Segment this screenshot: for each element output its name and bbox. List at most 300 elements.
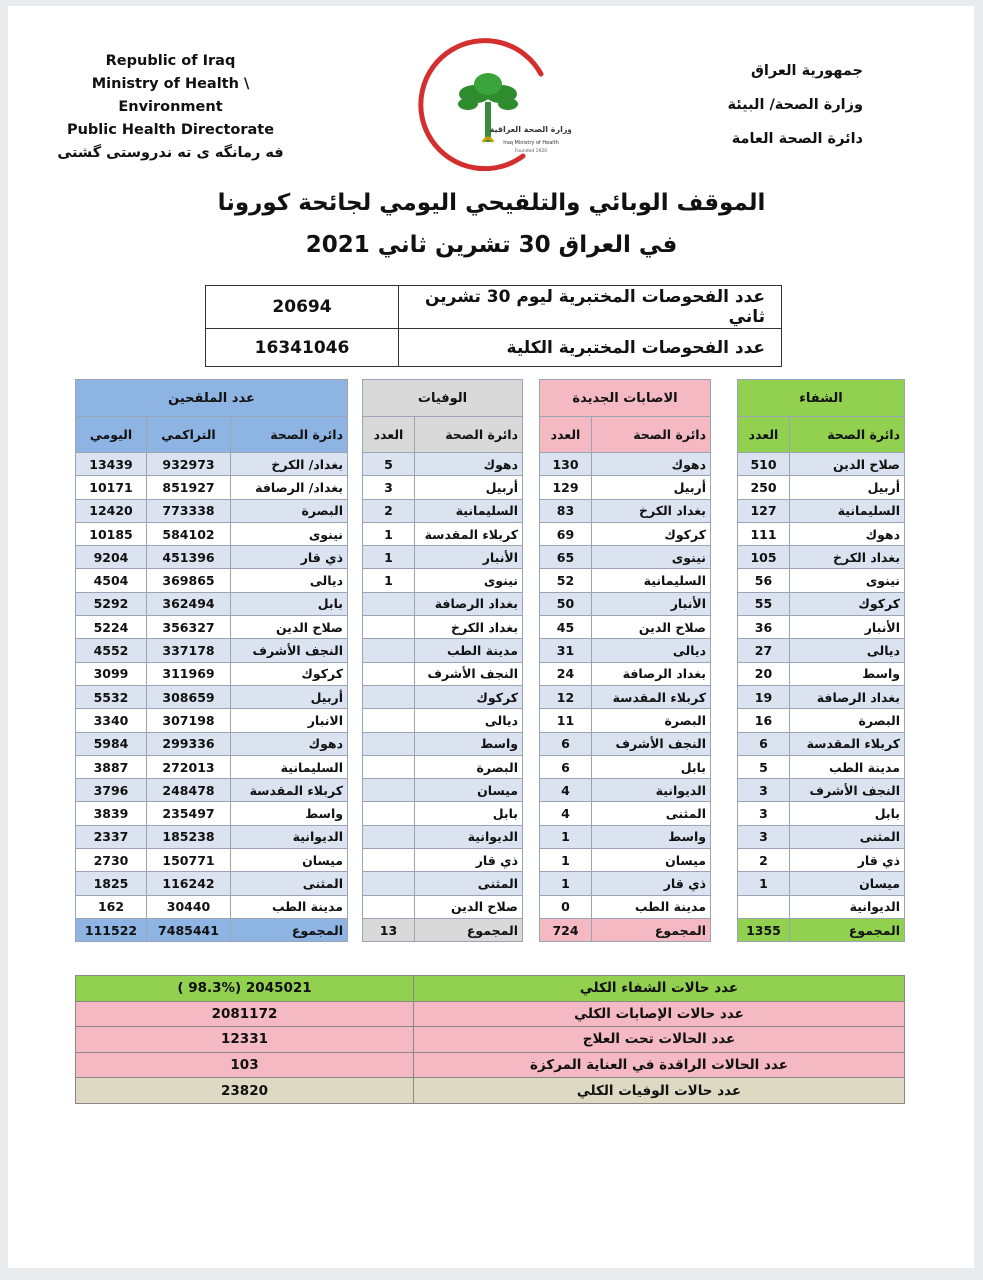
count-cell	[363, 732, 415, 755]
logo-name-arabic: وزارة الصحة العراقية	[489, 125, 571, 134]
cumulative-cell: 932973	[147, 453, 231, 476]
count-cell: 1	[363, 522, 415, 545]
table-row	[540, 662, 711, 685]
table-row	[76, 499, 348, 522]
department-cell: كركوك	[790, 592, 905, 615]
cumulative-cell: 584102	[147, 522, 231, 545]
count-cell: 129	[540, 476, 592, 499]
daily-cell: 1825	[76, 872, 147, 895]
department-cell: واسط	[415, 732, 523, 755]
table-row	[76, 616, 348, 639]
cumulative-cell: 369865	[147, 569, 231, 592]
cumulative-cell: 307198	[147, 709, 231, 732]
count-cell: 250	[738, 476, 790, 499]
cumulative-cell: 362494	[147, 592, 231, 615]
count-cell	[363, 779, 415, 802]
department-cell: صلاح الدين	[231, 616, 348, 639]
table-row	[738, 522, 905, 545]
count-cell: 5	[738, 755, 790, 778]
recovery-total: 1355	[738, 918, 790, 941]
department-cell: أربيل	[415, 476, 523, 499]
department-cell: بغداد الرصافة	[592, 662, 711, 685]
summary-row	[76, 1078, 905, 1104]
count-cell: 20	[738, 662, 790, 685]
daily-tests-label: عدد الفحوصات المختبرية ليوم 30 تشرين ثاني	[399, 286, 782, 329]
department-cell: السليمانية	[790, 499, 905, 522]
department-cell: النجف الأشرف	[790, 779, 905, 802]
department-cell: دهوك	[790, 522, 905, 545]
recovery-total-label: المجموع	[790, 918, 905, 941]
vaccinated-total-daily: 111522	[76, 918, 147, 941]
count-cell: 65	[540, 546, 592, 569]
department-cell: المثنى	[592, 802, 711, 825]
cumulative-cell: 311969	[147, 662, 231, 685]
table-row	[738, 616, 905, 639]
ministry-header-english	[38, 50, 303, 165]
summary-label: عدد الحالات الراقدة في العناية المركزة	[414, 1052, 905, 1078]
table-row	[363, 569, 523, 592]
department-cell: نينوى	[415, 569, 523, 592]
table-row	[363, 499, 523, 522]
table-row	[540, 639, 711, 662]
report-date: في العراق 30 تشرين ثاني 2021	[305, 232, 678, 258]
department-cell: الأنبار	[592, 592, 711, 615]
table-row	[76, 592, 348, 615]
daily-cell: 2730	[76, 849, 147, 872]
daily-cell: 4552	[76, 639, 147, 662]
table-row	[540, 569, 711, 592]
table-row	[363, 476, 523, 499]
table-row	[363, 802, 523, 825]
count-cell: 127	[738, 499, 790, 522]
table-row	[540, 453, 711, 476]
total-tests-label: عدد الفحوصات المختبرية الكلية	[399, 329, 782, 367]
count-cell: 130	[540, 453, 592, 476]
department-cell: البصرة	[592, 709, 711, 732]
table-row	[540, 546, 711, 569]
department-cell: بغداد الرصافة	[415, 592, 523, 615]
daily-cell: 5224	[76, 616, 147, 639]
count-cell: 1	[540, 872, 592, 895]
daily-tests-value: 20694	[206, 286, 399, 329]
table-row	[738, 802, 905, 825]
table-row	[363, 546, 523, 569]
table-row	[363, 732, 523, 755]
department-cell: السليمانية	[231, 755, 348, 778]
header-right-line: جمهورية العراق	[750, 63, 863, 79]
table-row	[738, 779, 905, 802]
summary-value: 23820	[76, 1078, 414, 1104]
header-right-line: وزارة الصحة/ البيئة	[727, 97, 863, 113]
department-cell: ذي قار	[415, 849, 523, 872]
table-row	[363, 872, 523, 895]
summary-row	[76, 976, 905, 1002]
table-row	[738, 872, 905, 895]
vaccinated-table	[75, 379, 348, 942]
cumulative-cell: 299336	[147, 732, 231, 755]
department-cell: بابل	[790, 802, 905, 825]
department-cell: النجف الأشرف	[231, 639, 348, 662]
count-cell	[363, 662, 415, 685]
header-left-line: Ministry of Health \ Environment	[91, 76, 250, 115]
department-cell: كركوك	[592, 522, 711, 545]
count-cell: 3	[363, 476, 415, 499]
cumulative-cell: 185238	[147, 825, 231, 848]
department-cell: ميسان	[790, 872, 905, 895]
department-cell: الديوانية	[231, 825, 348, 848]
department-cell: نينوى	[790, 569, 905, 592]
table-row	[540, 849, 711, 872]
table-row	[363, 825, 523, 848]
count-cell: 1	[363, 569, 415, 592]
table-row	[363, 522, 523, 545]
table-row	[363, 453, 523, 476]
table-row	[738, 755, 905, 778]
summary-label: عدد الحالات تحت العلاج	[414, 1027, 905, 1053]
cumulative-cell: 356327	[147, 616, 231, 639]
summary-row	[76, 1052, 905, 1078]
department-cell: الديوانية	[790, 895, 905, 918]
department-cell: مدينة الطب	[790, 755, 905, 778]
daily-cell: 3796	[76, 779, 147, 802]
count-cell	[363, 592, 415, 615]
count-cell: 50	[540, 592, 592, 615]
table-row	[76, 872, 348, 895]
daily-cell: 9204	[76, 546, 147, 569]
table-row	[76, 802, 348, 825]
table-row	[540, 592, 711, 615]
department-cell: ديالى	[231, 569, 348, 592]
count-cell: 12	[540, 685, 592, 708]
department-cell: ديالى	[592, 639, 711, 662]
table-row	[738, 895, 905, 918]
count-cell	[363, 825, 415, 848]
table-row	[363, 895, 523, 918]
table-row	[738, 569, 905, 592]
count-cell	[363, 755, 415, 778]
department-cell: النجف الأشرف	[592, 732, 711, 755]
count-cell: 111	[738, 522, 790, 545]
vaccinated-total-label: المجموع	[231, 918, 348, 941]
summary-label: عدد حالات الوفيات الكلي	[414, 1078, 905, 1104]
count-cell: 1	[738, 872, 790, 895]
count-cell	[363, 895, 415, 918]
department-cell: بغداد الكرخ	[790, 546, 905, 569]
table-row	[540, 476, 711, 499]
table-row	[363, 639, 523, 662]
department-cell: واسط	[592, 825, 711, 848]
department-cell: دهوك	[592, 453, 711, 476]
table-row	[363, 592, 523, 615]
department-cell: الانبار	[231, 709, 348, 732]
count-cell	[363, 616, 415, 639]
table-row	[76, 476, 348, 499]
department-cell: ديالى	[415, 709, 523, 732]
department-cell: مدينة الطب	[592, 895, 711, 918]
summary-value: ( 98.3%) 2045021	[76, 976, 414, 1002]
table-row	[76, 569, 348, 592]
department-cell: ذي قار	[231, 546, 348, 569]
count-cell: 2	[738, 849, 790, 872]
count-cell: 83	[540, 499, 592, 522]
table-row	[738, 453, 905, 476]
table-row	[738, 476, 905, 499]
department-cell: بابل	[592, 755, 711, 778]
table-row	[738, 499, 905, 522]
table-row	[76, 849, 348, 872]
count-cell	[363, 802, 415, 825]
cases-total-label: المجموع	[592, 918, 711, 941]
department-cell: المثنى	[790, 825, 905, 848]
table-row	[540, 732, 711, 755]
col-department: دائرة الصحة	[592, 417, 711, 453]
header-left-line: Public Health Directorate	[66, 122, 275, 138]
count-cell	[363, 639, 415, 662]
col-department: دائرة الصحة	[790, 417, 905, 453]
department-cell: دهوك	[231, 732, 348, 755]
header-left-line: فه رمانگه ى ته ندروستى گشتى	[57, 145, 284, 161]
header-left-line: Republic of Iraq	[105, 53, 236, 69]
table-row	[738, 685, 905, 708]
department-cell: كربلاء المقدسة	[790, 732, 905, 755]
department-cell: صلاح الدين	[415, 895, 523, 918]
count-cell: 45	[540, 616, 592, 639]
count-cell	[363, 849, 415, 872]
daily-cell: 3099	[76, 662, 147, 685]
count-cell: 4	[540, 779, 592, 802]
recovery-table	[737, 379, 905, 942]
table-row	[540, 616, 711, 639]
table-row	[76, 522, 348, 545]
department-cell: السليمانية	[592, 569, 711, 592]
department-cell: بغداد الكرخ	[415, 616, 523, 639]
deaths-total-label: المجموع	[415, 918, 523, 941]
table-row	[540, 755, 711, 778]
table-row	[738, 709, 905, 732]
count-cell: 31	[540, 639, 592, 662]
logo-name-english: Iraq Ministry of Health	[503, 140, 559, 146]
table-row	[363, 685, 523, 708]
cumulative-cell: 248478	[147, 779, 231, 802]
department-cell: صلاح الدين	[592, 616, 711, 639]
table-row	[738, 662, 905, 685]
department-cell: الديوانية	[592, 779, 711, 802]
count-cell: 0	[540, 895, 592, 918]
table-row	[76, 825, 348, 848]
count-cell: 16	[738, 709, 790, 732]
department-cell: نينوى	[592, 546, 711, 569]
lab-tests-table	[205, 285, 782, 367]
department-cell: ميسان	[592, 849, 711, 872]
table-row	[363, 849, 523, 872]
summary-table	[75, 975, 905, 1104]
daily-cell: 3887	[76, 755, 147, 778]
daily-cell: 3839	[76, 802, 147, 825]
department-cell: ذي قار	[592, 872, 711, 895]
col-count: العدد	[540, 417, 592, 453]
department-cell: أربيل	[592, 476, 711, 499]
department-cell: الأنبار	[415, 546, 523, 569]
count-cell: 27	[738, 639, 790, 662]
table-row	[738, 546, 905, 569]
daily-cell: 10185	[76, 522, 147, 545]
vaccinated-total-cumulative: 7485441	[147, 918, 231, 941]
department-cell: مدينة الطب	[231, 895, 348, 918]
table-row	[540, 499, 711, 522]
department-cell: ميسان	[415, 779, 523, 802]
count-cell: 36	[738, 616, 790, 639]
summary-value: 12331	[76, 1027, 414, 1053]
deaths-title: الوفيات	[363, 380, 523, 417]
daily-cell: 12420	[76, 499, 147, 522]
daily-cell: 5292	[76, 592, 147, 615]
count-cell: 4	[540, 802, 592, 825]
table-row	[363, 662, 523, 685]
summary-row	[76, 1027, 905, 1053]
department-cell: كركوك	[415, 685, 523, 708]
col-count: العدد	[738, 417, 790, 453]
table-row	[76, 685, 348, 708]
table-row	[76, 709, 348, 732]
total-tests-value: 16341046	[206, 329, 399, 367]
department-cell: بابل	[231, 592, 348, 615]
department-cell: المثنى	[415, 872, 523, 895]
cumulative-cell: 116242	[147, 872, 231, 895]
department-cell: أربيل	[790, 476, 905, 499]
cumulative-cell: 308659	[147, 685, 231, 708]
department-cell: بابل	[415, 802, 523, 825]
count-cell	[738, 895, 790, 918]
table-row	[540, 895, 711, 918]
count-cell: 52	[540, 569, 592, 592]
department-cell: الديوانية	[415, 825, 523, 848]
department-cell: البصرة	[231, 499, 348, 522]
count-cell: 6	[738, 732, 790, 755]
department-cell: بغداد الكرخ	[592, 499, 711, 522]
count-cell: 24	[540, 662, 592, 685]
count-cell	[363, 872, 415, 895]
count-cell: 3	[738, 802, 790, 825]
deaths-table	[362, 379, 523, 942]
table-row	[738, 639, 905, 662]
col-count: العدد	[363, 417, 415, 453]
daily-cell: 4504	[76, 569, 147, 592]
table-row	[76, 662, 348, 685]
table-row	[76, 755, 348, 778]
department-cell: دهوك	[415, 453, 523, 476]
table-row	[363, 755, 523, 778]
table-row	[363, 779, 523, 802]
department-cell: ديالى	[790, 639, 905, 662]
table-row	[363, 709, 523, 732]
count-cell	[363, 685, 415, 708]
vaccinated-title: عدد الملقحين	[76, 380, 348, 417]
department-cell: ذي قار	[790, 849, 905, 872]
daily-cell: 5532	[76, 685, 147, 708]
cases-title: الاصابات الجديدة	[540, 380, 711, 417]
col-department: دائرة الصحة	[231, 417, 348, 453]
daily-cell: 2337	[76, 825, 147, 848]
daily-cell: 10171	[76, 476, 147, 499]
count-cell: 19	[738, 685, 790, 708]
logo-founded: Founded 1920	[514, 149, 548, 154]
count-cell: 1	[540, 825, 592, 848]
department-cell: البصرة	[790, 709, 905, 732]
department-cell: نينوى	[231, 522, 348, 545]
count-cell: 3	[738, 779, 790, 802]
count-cell: 105	[738, 546, 790, 569]
department-cell: السليمانية	[415, 499, 523, 522]
count-cell: 5	[363, 453, 415, 476]
table-row	[76, 639, 348, 662]
department-cell: كربلاء المقدسة	[592, 685, 711, 708]
count-cell	[363, 709, 415, 732]
cumulative-cell: 337178	[147, 639, 231, 662]
summary-row	[76, 1001, 905, 1027]
daily-cell: 3340	[76, 709, 147, 732]
department-cell: ميسان	[231, 849, 348, 872]
department-cell: مدينة الطب	[415, 639, 523, 662]
table-row	[540, 522, 711, 545]
department-cell: الأنبار	[790, 616, 905, 639]
count-cell: 1	[363, 546, 415, 569]
department-cell: أربيل	[231, 685, 348, 708]
recovery-title: الشفاء	[738, 380, 905, 417]
deaths-total: 13	[363, 918, 415, 941]
table-row	[76, 895, 348, 918]
table-row	[540, 872, 711, 895]
department-cell: المثنى	[231, 872, 348, 895]
logo-emblem-icon	[413, 34, 571, 174]
ministry-header-arabic	[663, 54, 863, 156]
cumulative-cell: 451396	[147, 546, 231, 569]
cumulative-cell: 773338	[147, 499, 231, 522]
table-row	[540, 685, 711, 708]
table-row	[738, 825, 905, 848]
summary-label: عدد حالات الشفاء الكلي	[414, 976, 905, 1002]
count-cell: 6	[540, 755, 592, 778]
count-cell: 2	[363, 499, 415, 522]
table-row	[540, 779, 711, 802]
cumulative-cell: 851927	[147, 476, 231, 499]
department-cell: واسط	[231, 802, 348, 825]
department-cell: بغداد/ الكرخ	[231, 453, 348, 476]
table-row	[76, 732, 348, 755]
table-row	[540, 825, 711, 848]
ministry-logo	[413, 34, 571, 174]
table-row	[76, 546, 348, 569]
col-daily: اليومي	[76, 417, 147, 453]
daily-cell: 5984	[76, 732, 147, 755]
count-cell: 6	[540, 732, 592, 755]
count-cell: 510	[738, 453, 790, 476]
header-right-line: دائرة الصحة العامة	[731, 131, 863, 147]
count-cell: 55	[738, 592, 790, 615]
col-department: دائرة الصحة	[415, 417, 523, 453]
table-row	[738, 732, 905, 755]
new-cases-table	[539, 379, 711, 942]
col-cumulative: التراكمي	[147, 417, 231, 453]
department-cell: كربلاء المقدسة	[415, 522, 523, 545]
department-cell: النجف الأشرف	[415, 662, 523, 685]
count-cell: 11	[540, 709, 592, 732]
table-row	[738, 849, 905, 872]
department-cell: كربلاء المقدسة	[231, 779, 348, 802]
department-cell: البصرة	[415, 755, 523, 778]
cumulative-cell: 150771	[147, 849, 231, 872]
table-row	[76, 779, 348, 802]
department-cell: بغداد الرصافة	[790, 685, 905, 708]
